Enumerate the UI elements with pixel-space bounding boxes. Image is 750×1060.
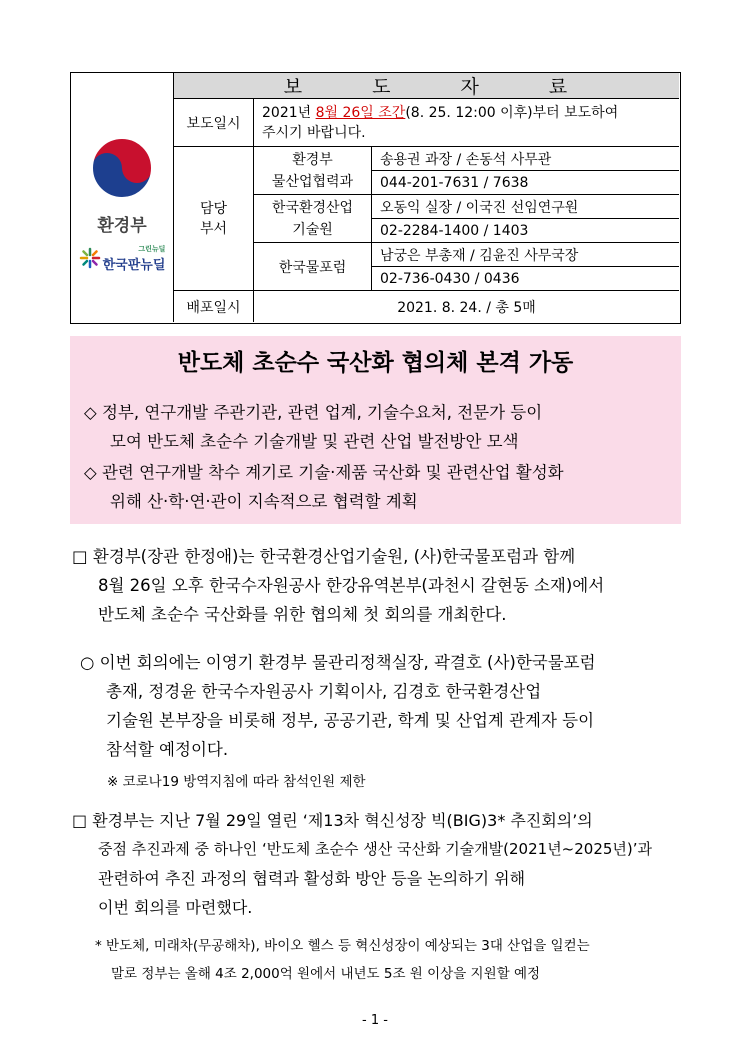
dept-phone-1: 044-201-7631 / 7638 [372, 171, 679, 195]
p3-line1: 환경부는 지난 7월 29일 열린 ‘제13차 혁신성장 빅(BIG)3* 추진회의’의 [92, 811, 593, 830]
dept-org-1-line1: 환경부 [292, 151, 333, 168]
ministry-emblem-icon [87, 133, 157, 203]
p1-line3: 반도체 초순수 국산화를 위한 협의체 첫 회의를 개최한다. [98, 605, 507, 624]
gnd-name: 한국판뉴딜 [102, 257, 166, 273]
dept-org-3: 한국물포럼 [254, 243, 372, 291]
bullet-2-line2: 위해 산·학·연·관이 지속적으로 협력할 계획 [110, 492, 418, 511]
bullet-2-line1: 관련 연구개발 착수 계기로 기술·제품 국산화 및 관련산업 활성화 [101, 463, 564, 482]
square-bullet-icon: □ [72, 547, 88, 566]
circle-bullet-icon: ○ [80, 653, 95, 672]
release-date-cell [254, 99, 679, 147]
p3-line4: 이번 회의를 마련했다. [98, 898, 253, 917]
release-suffix: (8. 25. 12:00 이후)부터 보도하여 [405, 104, 619, 121]
footnote-big3 [95, 932, 685, 988]
p2-line1: 이번 회의에는 이영기 환경부 물관리정책실장, 곽결호 (사)한국물포럼 [99, 653, 596, 672]
dept-org-2 [254, 195, 372, 243]
p3-line2: 중점 추진과제 중 하나인 ‘반도체 초순수 생산 국산화 기술개발(2021년~2025년)’과 [98, 840, 653, 858]
p2-line4: 참석할 예정이다. [106, 740, 229, 759]
p2-line3: 기술원 본부장을 비롯해 정부, 공공기관, 학계 및 산업계 관계자 등이 [106, 711, 595, 730]
green-new-deal-logo [79, 244, 166, 273]
dept-org-2-line2: 기술원 [292, 221, 333, 238]
headline-box [70, 336, 681, 524]
press-release-title: 보 도 자 료 [174, 73, 679, 99]
headline-title: 반도체 초순수 국산화 협의체 본격 가동 [177, 350, 574, 376]
dept-person-2: 오동익 실장 / 이국진 선임연구원 [372, 195, 679, 219]
note-covid: ※ 코로나19 방역지침에 따라 참석인원 제한 [107, 774, 366, 790]
p3-line3: 관련하여 추진 과정의 협력과 활성화 방안 등을 논의하기 위해 [98, 869, 526, 888]
p2-line2: 총재, 정경윤 한국수자원공사 기획이사, 김경호 한국환경산업 [106, 682, 542, 701]
square-bullet-icon: □ [72, 811, 88, 830]
diamond-icon: ◇ [84, 403, 97, 422]
dept-org-1 [254, 147, 372, 195]
logo-cell [71, 73, 174, 322]
dept-org-2-line1: 한국환경산업 [271, 199, 354, 216]
release-label: 보도일시 [174, 99, 254, 147]
bullet-1-line1: 정부, 연구개발 주관기관, 관련 업계, 기술수요처, 전문가 등이 [101, 403, 543, 422]
dept-person-3: 남궁은 부총재 / 김윤진 사무국장 [372, 243, 679, 267]
headline-bullet-1 [84, 398, 542, 456]
paragraph-2 [80, 648, 680, 764]
diamond-icon: ◇ [84, 463, 97, 482]
dept-label [174, 147, 254, 291]
release-highlight: 8월 26일 조간 [315, 104, 406, 121]
asterisk-icon: * [95, 938, 102, 954]
headline-bullet-2 [84, 458, 564, 516]
dept-org-1-line2: 물산업협력과 [271, 173, 354, 190]
paragraph-1 [72, 542, 682, 629]
gnd-small-label: 그린뉴딜 [138, 244, 166, 253]
dept-label-2: 부서 [199, 220, 228, 237]
dist-value: 2021. 8. 24. / 총 5매 [397, 299, 536, 316]
footnote-line1: 반도체, 미래차(무공해차), 바이오 헬스 등 혁신성장이 예상되는 3대 산업을 일컫는 [106, 938, 590, 954]
paragraph-3 [72, 806, 682, 922]
dept-phone-2: 02-2284-1400 / 1403 [372, 219, 679, 243]
dept-person-1: 송용권 과장 / 손동석 사무관 [372, 147, 679, 171]
release-line2: 주시기 바랍니다. [262, 124, 366, 141]
release-prefix: 2021년 [262, 104, 316, 121]
p1-line1: 환경부(장관 한정애)는 한국환경산업기술원, (사)한국물포럼과 함께 [92, 547, 576, 566]
dist-label: 배포일시 [174, 291, 254, 322]
p1-line2: 8월 26일 오후 한국수자원공사 한강유역본부(과천시 갈현동 소재)에서 [98, 576, 605, 595]
press-header-table [70, 72, 681, 324]
dept-label-1: 담당 [199, 200, 228, 217]
bullet-1-line2: 모여 반도체 초순수 기술개발 및 관련 산업 발전방안 모색 [110, 432, 519, 451]
starburst-icon [79, 247, 101, 269]
dept-phone-3: 02-736-0430 / 0436 [372, 267, 679, 291]
page-number: - 1 - [362, 1013, 388, 1028]
footnote-line2: 말로 정부는 올해 4조 2,000억 원에서 내년도 5조 원 이상을 지원할 예정 [111, 966, 541, 982]
ministry-name: 환경부 [97, 215, 147, 236]
